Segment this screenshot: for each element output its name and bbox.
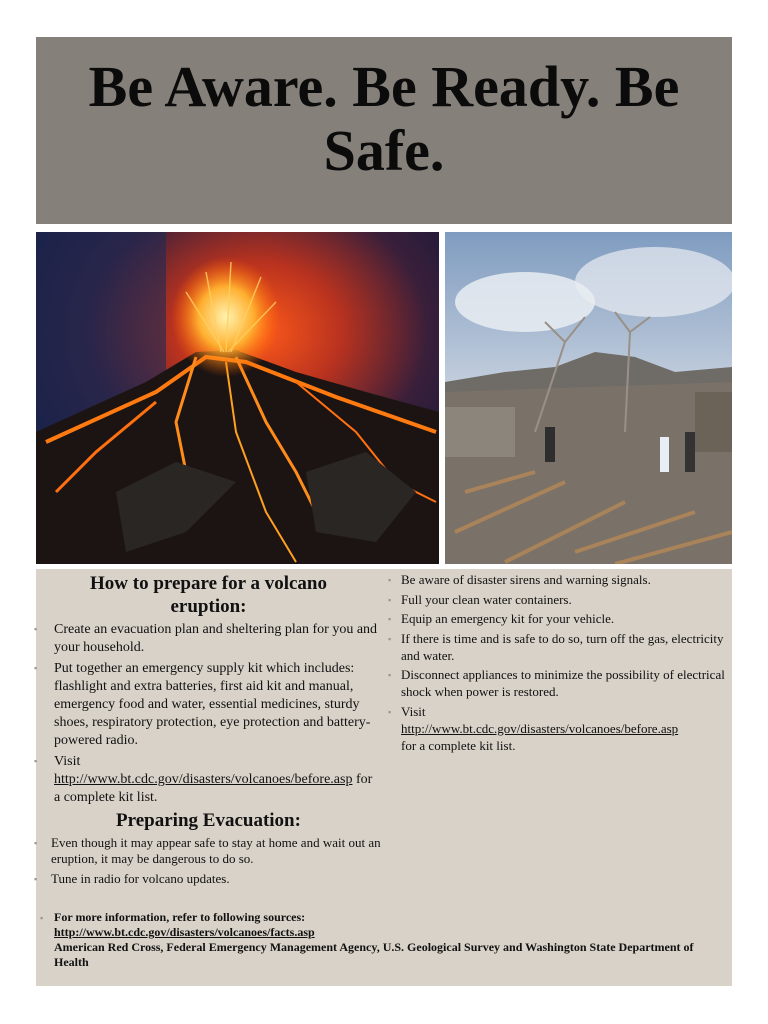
bullet-icon: ▪ <box>388 670 392 680</box>
evacuation-list <box>36 835 381 887</box>
visit-suffix: for a complete kit list. <box>54 772 373 805</box>
list-item: ▪ Even though it may appear safe to stay at home and wait out an eruption, it may be dangerous to do so. <box>34 835 381 866</box>
bullet-icon: ▪ <box>34 838 38 848</box>
visit-label: Visit <box>54 754 81 769</box>
sources-label: For more information, refer to following sources: <box>54 910 306 924</box>
bullet-icon: ▪ <box>34 874 38 884</box>
list-item: ▪ Create an evacuation plan and sheltering plan for you and your household. <box>34 622 378 655</box>
title-banner <box>36 37 732 224</box>
cdc-facts-link[interactable]: http://www.bt.cdc.gov/disasters/volcanoes/facts.asp <box>54 925 315 939</box>
volcano-aftermath-photo <box>445 232 732 564</box>
list-item: ▪ Put together an emergency supply kit which includes: flashlight and extra batteries, first aid kit and manual, emergency food and water, essential medicines, sturdy shoes, respiratory protection, eye protection and battery-powered radio. <box>34 661 371 748</box>
volcano-eruption-photo <box>36 232 439 564</box>
bullet-icon: ▪ <box>388 575 392 585</box>
prepare-heading: How to prepare for a volcano eruption: <box>90 573 327 617</box>
list-item: ▪ Equip an emergency kit for your vehicle. <box>388 611 615 626</box>
safety-list <box>384 571 729 754</box>
prepare-list <box>36 621 381 807</box>
bullet-icon: ▪ <box>388 594 392 605</box>
bullet-icon: ▪ <box>40 913 44 923</box>
bullet-icon: ▪ <box>34 663 38 673</box>
list-item: ▪ Tune in radio for volcano updates. <box>34 871 230 886</box>
bullet-icon: ▪ <box>34 624 38 634</box>
page-title: Be Aware. Be Ready. Be Safe. <box>88 54 680 183</box>
visit-label: Visit <box>401 703 426 719</box>
list-item: ▪ Be aware of disaster sirens and warning signals. <box>388 572 651 587</box>
cdc-before-link[interactable]: http://www.bt.cdc.gov/disasters/volcanoes/before.asp <box>54 772 353 787</box>
list-item: ▪ If there is time and is safe to do so, turn off the gas, electricity and water. <box>388 630 724 663</box>
list-item: ▪ Full your clean water containers. <box>388 591 572 607</box>
left-column <box>36 569 381 891</box>
bullet-icon: ▪ <box>388 706 392 717</box>
sources-organizations: American Red Cross, Federal Emergency Management Agency, U.S. Geological Survey and Washington State Department of Health <box>54 940 694 969</box>
list-item <box>36 753 381 807</box>
right-column <box>384 571 729 756</box>
list-item <box>384 703 729 754</box>
visit-suffix: for a complete kit list. <box>401 737 516 753</box>
bullet-icon: ▪ <box>34 756 38 766</box>
cdc-before-link[interactable]: http://www.bt.cdc.gov/disasters/volcanoes/before.asp <box>401 720 679 736</box>
sources-block <box>40 910 730 970</box>
bullet-icon: ▪ <box>388 614 392 624</box>
evacuation-heading: Preparing Evacuation: <box>116 810 301 831</box>
content-panel <box>36 569 732 986</box>
bullet-icon: ▪ <box>388 633 392 644</box>
list-item: ▪ Disconnect appliances to minimize the possibility of electrical shock when power is restored. <box>388 667 725 699</box>
